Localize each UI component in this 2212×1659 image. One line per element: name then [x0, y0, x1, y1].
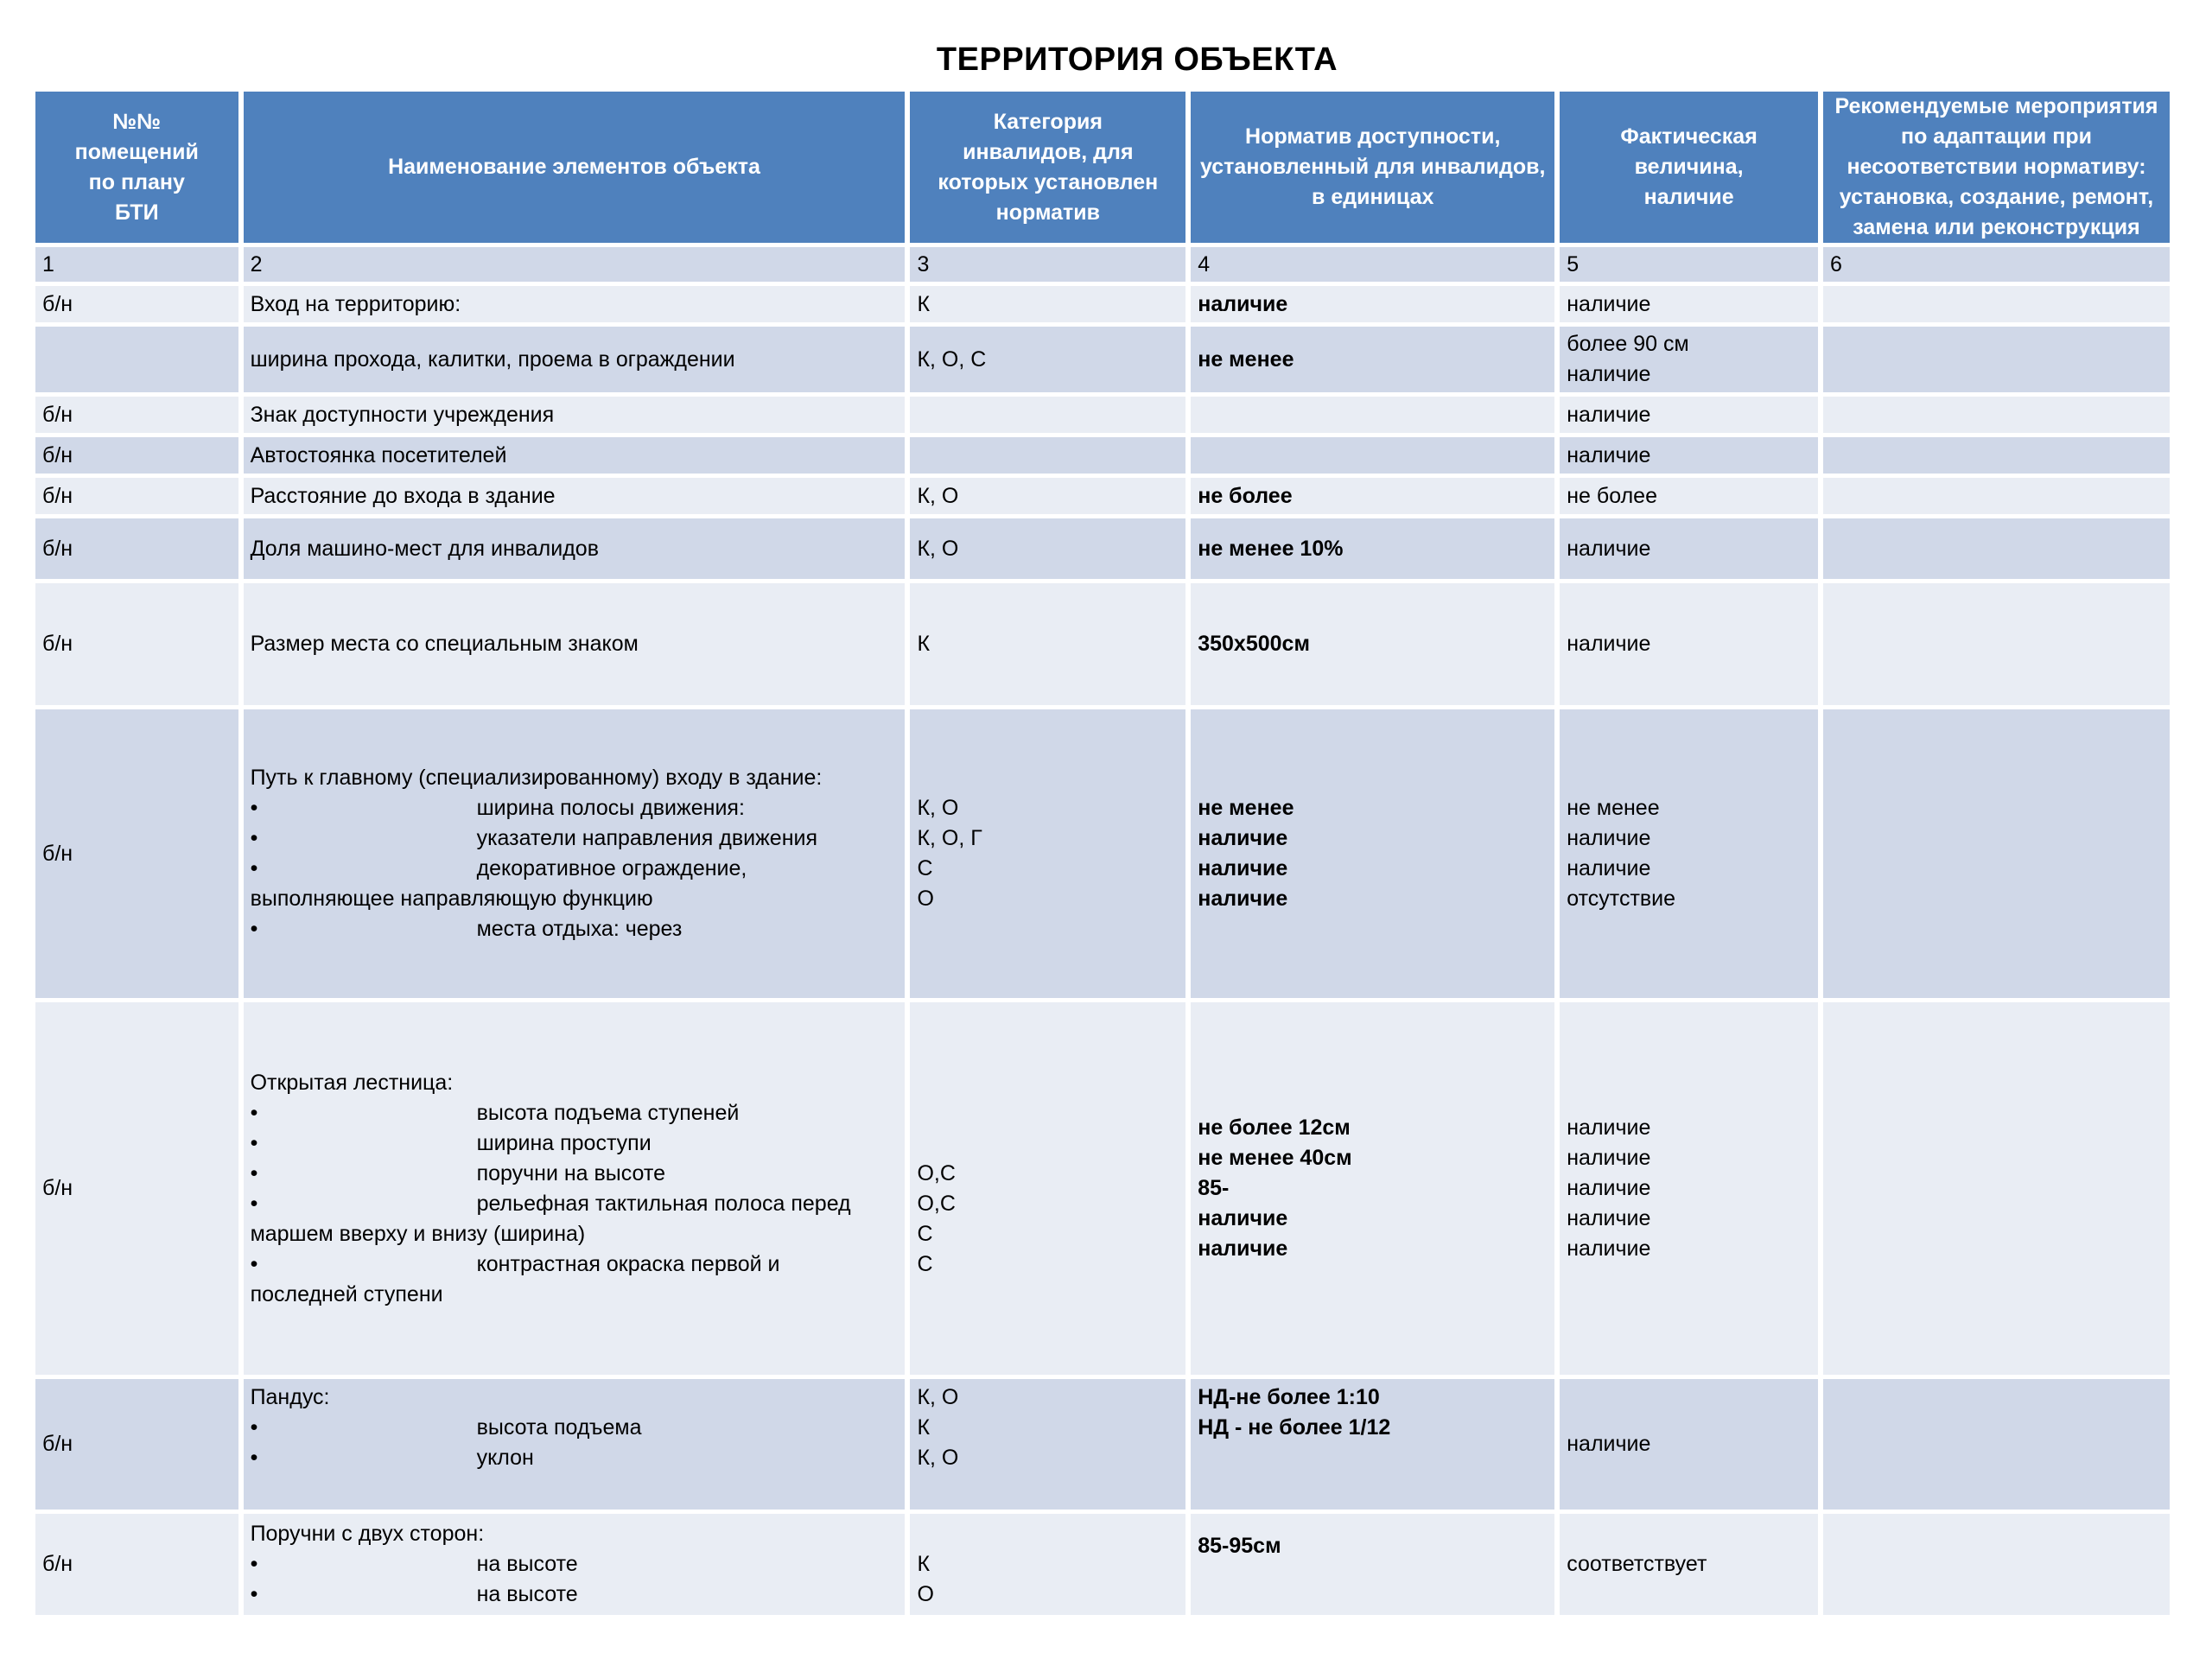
list-item: • на высоте: [251, 1580, 899, 1610]
element-name: Расстояние до входа в здание: [244, 478, 906, 514]
table-row: [35, 1379, 2170, 1510]
header-room-number: №№ помещений по плану БТИ: [35, 92, 238, 243]
table-row: [35, 437, 2170, 474]
element-intro: Открытая лестница:: [250, 1070, 454, 1095]
norm: 85-95см: [1191, 1514, 1554, 1615]
header-recommendations: Рекомендуемые мероприятия по адаптации при несоответствии нормативу: установка, создание, ремонт, замена или реконструкция: [1823, 92, 2170, 243]
list-item: • уклон: [251, 1443, 899, 1473]
bullet-icon: •: [250, 1582, 258, 1606]
page-title: ТЕРРИТОРИЯ ОБЪЕКТА: [936, 41, 1338, 78]
room-number: б/н: [35, 1379, 238, 1510]
table-row: [35, 327, 2170, 392]
norm: не более 12см не менее 40см 85- наличие наличие: [1191, 1002, 1554, 1375]
actual: наличие: [1560, 518, 1818, 579]
bullet-icon: •: [250, 856, 258, 880]
room-number: б/н: [35, 478, 238, 514]
recommendation: [1823, 397, 2170, 433]
element-intro: Поручни с двух сторон:: [250, 1522, 485, 1546]
bullet-icon: •: [250, 1160, 258, 1185]
header-element-name: Наименование элементов объекта: [244, 92, 906, 243]
category: К: [910, 583, 1185, 705]
list-item: • высота подъема ступеней: [251, 1098, 899, 1128]
actual: более 90 см наличие: [1560, 327, 1818, 392]
category: О,С О,С С С: [910, 1002, 1185, 1375]
header-norm: Норматив доступности, установленный для инвалидов, в единицах: [1191, 92, 1554, 243]
actual: соответствует: [1560, 1514, 1818, 1615]
norm: НД-не более 1:10 НД - не более 1/12: [1191, 1379, 1554, 1510]
category: [910, 397, 1185, 433]
element-name: Вход на территорию:: [244, 286, 906, 322]
bullet-icon: •: [250, 1100, 258, 1125]
list-item: • поручни на высоте: [251, 1159, 899, 1189]
room-number: б/н: [35, 397, 238, 433]
norm: наличие: [1191, 286, 1554, 322]
column-number: 2: [244, 247, 906, 282]
actual: наличие наличие наличие наличие наличие: [1560, 1002, 1818, 1375]
norm: [1191, 397, 1554, 433]
recommendation: [1823, 709, 2170, 998]
category: К, О: [910, 478, 1185, 514]
column-number: 4: [1191, 247, 1554, 282]
bullet-icon: •: [250, 1251, 258, 1276]
recommendation: [1823, 583, 2170, 705]
table-row: [35, 709, 2170, 998]
recommendation: [1823, 1379, 2170, 1510]
room-number: б/н: [35, 1514, 238, 1615]
actual: наличие: [1560, 583, 1818, 705]
list-item: • ширина проступи: [251, 1128, 899, 1159]
category: К: [910, 286, 1185, 322]
header-row: [35, 92, 2170, 243]
column-number: 6: [1823, 247, 2170, 282]
table-row: [35, 397, 2170, 433]
bullet-icon: •: [250, 796, 258, 820]
element-intro: Путь к главному (специализированному) входу в здание:: [250, 766, 823, 790]
list-item: • места отдыха: через: [251, 914, 899, 944]
list-item: • декоративное ограждение, выполняющее направляющую функцию: [251, 854, 899, 914]
table-row: [35, 1514, 2170, 1615]
recommendation: [1823, 286, 2170, 322]
norm: не более: [1191, 478, 1554, 514]
list-item: • рельефная тактильная полоса перед маршем вверху и внизу (ширина): [251, 1189, 899, 1249]
bullet-icon: •: [250, 917, 258, 941]
actual: не более: [1560, 478, 1818, 514]
bullet-icon: •: [250, 1552, 258, 1576]
list-item: • указатели направления движения: [251, 823, 899, 854]
table-row: [35, 478, 2170, 514]
element-name: [244, 1379, 906, 1510]
element-name: Доля машино-мест для инвалидов: [244, 518, 906, 579]
category: К О: [910, 1514, 1185, 1615]
actual: наличие: [1560, 286, 1818, 322]
recommendation: [1823, 1002, 2170, 1375]
element-intro: Пандус:: [250, 1385, 330, 1409]
table-row: [35, 286, 2170, 322]
recommendation: [1823, 518, 2170, 579]
actual: наличие: [1560, 397, 1818, 433]
list-item: • ширина полосы движения:: [251, 793, 899, 823]
territory-table: [30, 87, 2175, 1619]
column-number-row: [35, 247, 2170, 282]
element-name: ширина прохода, калитки, проема в ограждении: [244, 327, 906, 392]
column-number: 3: [910, 247, 1185, 282]
room-number: б/н: [35, 583, 238, 705]
room-number: б/н: [35, 437, 238, 474]
element-name: Размер места со специальным знаком: [244, 583, 906, 705]
room-number: б/н: [35, 1002, 238, 1375]
bullet-icon: •: [250, 1415, 258, 1440]
element-sublist: [251, 1549, 899, 1610]
element-name: [244, 709, 906, 998]
norm: не менее: [1191, 327, 1554, 392]
category: [910, 437, 1185, 474]
room-number: б/н: [35, 709, 238, 998]
category: К, О К, О, Г С О: [910, 709, 1185, 998]
bullet-icon: •: [250, 826, 258, 850]
column-number: 1: [35, 247, 238, 282]
bullet-icon: •: [250, 1130, 258, 1155]
list-item: • высота подъема: [251, 1413, 899, 1443]
table-row: [35, 518, 2170, 579]
actual: наличие: [1560, 437, 1818, 474]
header-actual: Фактическая величина, наличие: [1560, 92, 1818, 243]
header-category: Категория инвалидов, для которых установлен норматив: [910, 92, 1185, 243]
recommendation: [1823, 1514, 2170, 1615]
bullet-icon: •: [250, 1446, 258, 1470]
list-item: • на высоте: [251, 1549, 899, 1580]
table-row: [35, 1002, 2170, 1375]
bullet-icon: •: [250, 1191, 258, 1216]
element-name: [244, 1514, 906, 1615]
actual: наличие: [1560, 1379, 1818, 1510]
table-row: [35, 583, 2170, 705]
recommendation: [1823, 327, 2170, 392]
actual: не менее наличие наличие отсутствие: [1560, 709, 1818, 998]
recommendation: [1823, 478, 2170, 514]
element-name: Знак доступности учреждения: [244, 397, 906, 433]
norm: не менее 10%: [1191, 518, 1554, 579]
column-number: 5: [1560, 247, 1818, 282]
room-number: б/н: [35, 286, 238, 322]
category: К, О К К, О: [910, 1379, 1185, 1510]
norm: не менее наличие наличие наличие: [1191, 709, 1554, 998]
element-name: Автостоянка посетителей: [244, 437, 906, 474]
element-sublist: [251, 1413, 899, 1473]
element-sublist: [251, 1098, 899, 1310]
norm: 350х500см: [1191, 583, 1554, 705]
element-sublist: [251, 793, 899, 944]
category: К, О, С: [910, 327, 1185, 392]
room-number: б/н: [35, 518, 238, 579]
element-name: [244, 1002, 906, 1375]
recommendation: [1823, 437, 2170, 474]
list-item: • контрастная окраска первой и последней ступени: [251, 1249, 899, 1310]
norm: [1191, 437, 1554, 474]
category: К, О: [910, 518, 1185, 579]
room-number: [35, 327, 238, 392]
